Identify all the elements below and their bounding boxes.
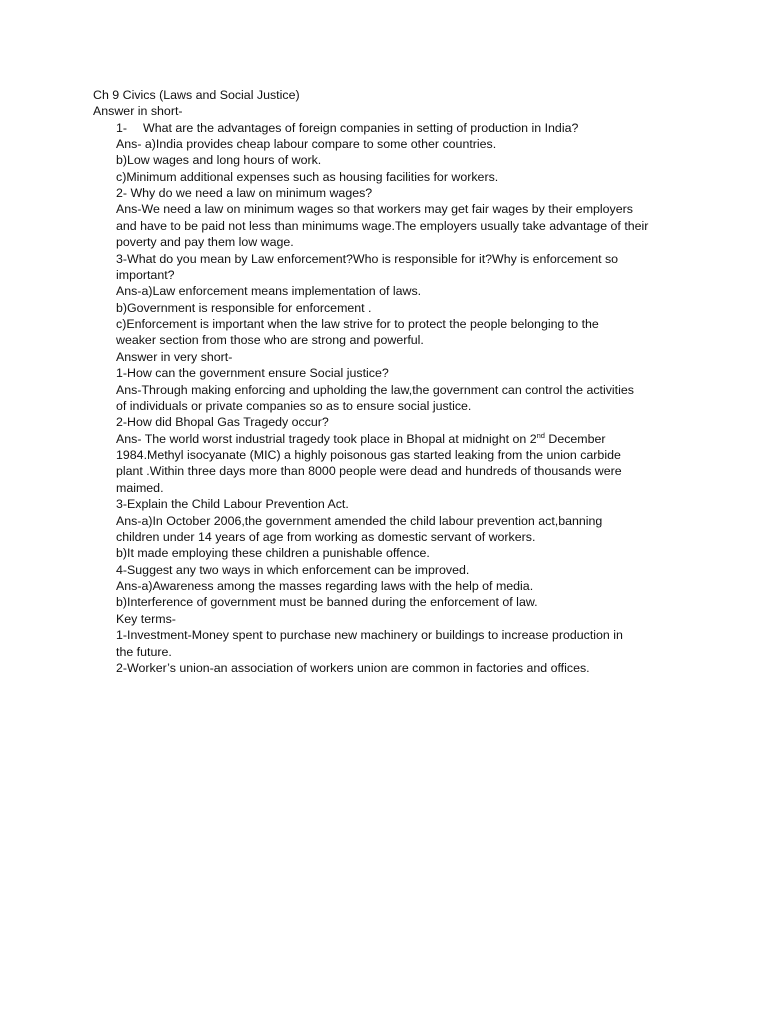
answer-2-line-2: and have to be paid not less than minimums wage.The employers usually take advantage of their xyxy=(116,219,649,233)
question-2: 2- Why do we need a law on minimum wages? xyxy=(116,186,373,200)
very-short-answer-3a-line-1: Ans-a)In October 2006,the government amended the child labour prevention act,banning xyxy=(116,514,603,528)
very-short-answer-2-line-1 xyxy=(116,431,606,447)
page-title: Ch 9 Civics (Laws and Social Justice) xyxy=(93,88,300,102)
answer-3c-line-2: weaker section from those who are strong and powerful. xyxy=(116,333,424,347)
very-short-question-4: 4-Suggest any two ways in which enforcement can be improved. xyxy=(116,563,470,577)
answer-2-line-3: poverty and pay them low wage. xyxy=(116,235,294,249)
question-3-line-1: 3-What do you mean by Law enforcement?Who is responsible for it?Why is enforcement so xyxy=(116,252,619,266)
very-short-question-1: 1-How can the government ensure Social justice? xyxy=(116,366,389,380)
question-1-number: 1- xyxy=(116,121,128,135)
key-term-1-line-2: the future. xyxy=(116,645,172,659)
key-term-2: 2-Worker’s union-an association of workers union are common in factories and offices. xyxy=(116,661,590,675)
very-short-question-2: 2-How did Bhopal Gas Tragedy occur? xyxy=(116,415,329,429)
question-1-text: What are the advantages of foreign companies in setting of production in India? xyxy=(143,121,579,135)
answer-3a: Ans-a)Law enforcement means implementation of laws. xyxy=(116,284,422,298)
answer-1c: c)Minimum additional expenses such as housing facilities for workers. xyxy=(116,170,499,184)
very-short-answer-1-line-1: Ans-Through making enforcing and upholding the law,the government can control the activities xyxy=(116,383,634,397)
answer-3c-line-1: c)Enforcement is important when the law strive for to protect the people belonging to the xyxy=(116,317,599,331)
answer-3b: b)Government is responsible for enforcement . xyxy=(116,301,372,315)
very-short-answer-4a: Ans-a)Awareness among the masses regarding laws with the help of media. xyxy=(116,579,534,593)
very-short-answer-3b: b)It made employing these children a punishable offence. xyxy=(116,546,430,560)
ordinal-suffix: nd xyxy=(536,430,545,440)
answer-2-pre-text: Ans- The world worst industrial tragedy took place in Bhopal at midnight on 2 xyxy=(116,432,537,446)
answer-1a: Ans- a)India provides cheap labour compare to some other countries. xyxy=(116,137,497,151)
section-heading-short: Answer in short- xyxy=(93,104,183,118)
answer-2-post-text: December xyxy=(544,432,606,446)
very-short-answer-2-line-4: maimed. xyxy=(116,481,164,495)
very-short-question-3: 3-Explain the Child Labour Prevention Act. xyxy=(116,497,349,511)
key-term-1-line-1: 1-Investment-Money spent to purchase new machinery or buildings to increase production in xyxy=(116,628,623,642)
section-heading-key-terms: Key terms- xyxy=(116,612,176,626)
very-short-answer-4b: b)Interference of government must be banned during the enforcement of law. xyxy=(116,595,538,609)
question-1 xyxy=(116,120,578,136)
answer-1b: b)Low wages and long hours of work. xyxy=(116,153,322,167)
very-short-answer-2-line-2: 1984.Methyl isocyanate (MIC) a highly poisonous gas started leaking from the union carbide xyxy=(116,448,621,462)
very-short-answer-1-line-2: of individuals or private companies so as to ensure social justice. xyxy=(116,399,472,413)
very-short-answer-2-line-3: plant .Within three days more than 8000 people were dead and hundreds of thousands were xyxy=(116,464,622,478)
very-short-answer-3a-line-2: children under 14 years of age from working as domestic servant of workers. xyxy=(116,530,536,544)
question-3-line-2: important? xyxy=(116,268,175,282)
section-heading-very-short: Answer in very short- xyxy=(116,350,233,364)
answer-2-line-1: Ans-We need a law on minimum wages so that workers may get fair wages by their employers xyxy=(116,202,633,216)
